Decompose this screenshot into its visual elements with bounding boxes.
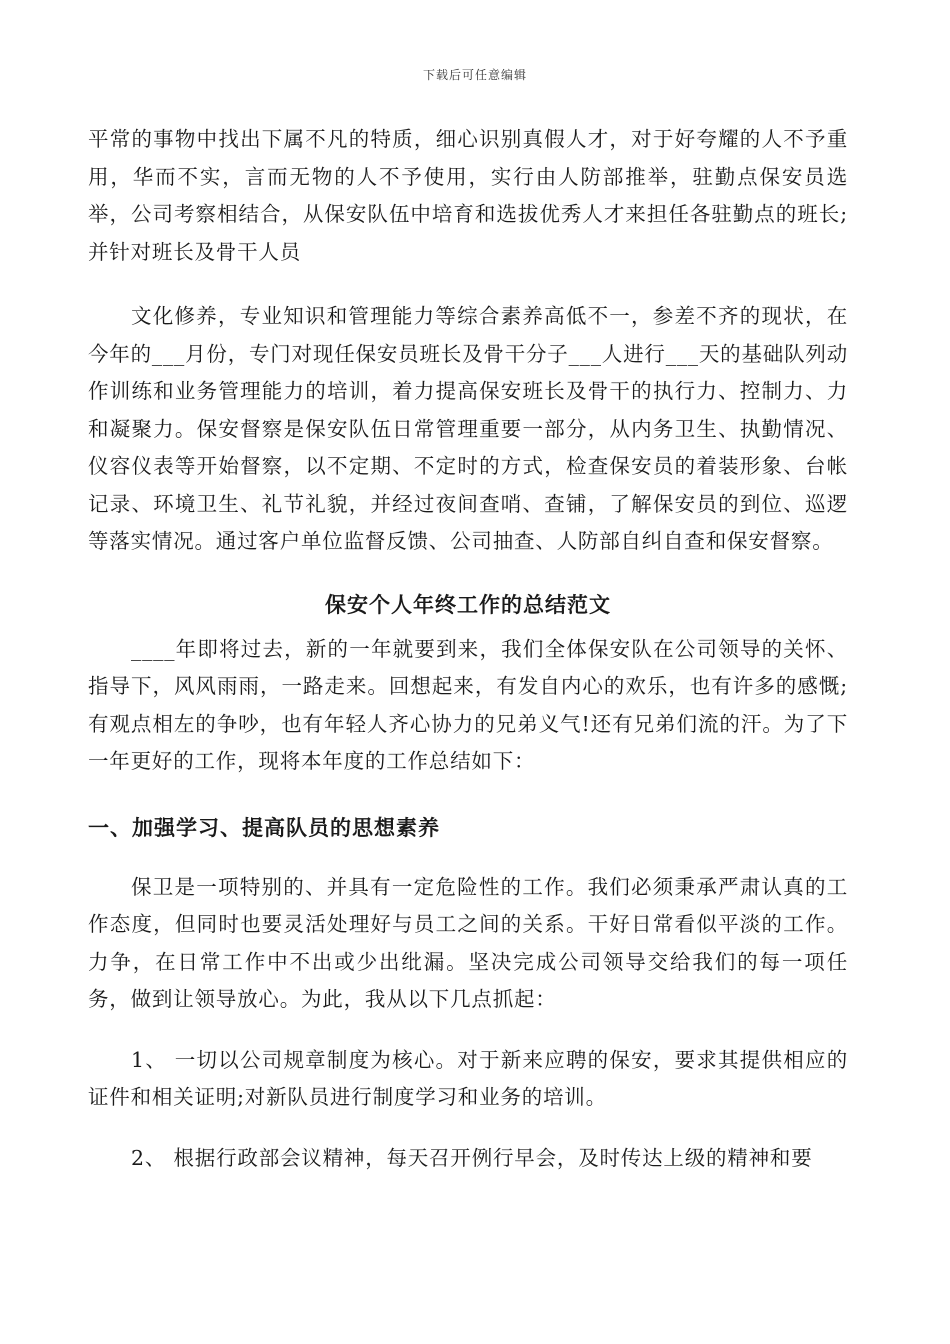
document-body <box>88 121 848 1177</box>
section-heading-1: 一、加强学习、提高队员的思想素养 <box>88 814 440 840</box>
list-item-1: 1、 一切以公司规章制度为核心。对于新来应聘的保安，要求其提供相应的证件和相关证明;对新队员进行制度学习和业务的培训。 <box>88 1047 848 1109</box>
paragraph-security-work: 保卫是一项特别的、并具有一定危险性的工作。我们必须秉承严肃认真的工作态度，但同时也要灵活处理好与员工之间的关系。干好日常看似平淡的工作。力争，在日常工作中不出或少出纰漏。坚决完成公司领导交给我们的每一项任务，做到让领导放心。为此，我从以下几点抓起： <box>88 874 848 1011</box>
page-header-note: 下载后可任意编辑 <box>422 68 527 82</box>
paragraph-training: 文化修养，专业知识和管理能力等综合素养高低不一，参差不齐的现状，在今年的___月份，专门对现任保安员班长及骨干分子___人进行___天的基础队列动作训练和业务管理能力的培训，着力提高保安班长及骨干的执行力、控制力、力和凝聚力。保安督察是保安队伍日常管理重要一部分，从内务卫生、执勤情况、仪容仪表等开始督察，以不定期、不定时的方式，检查保安员的着装形象、台帐记录、环境卫生、礼节礼貌，并经过夜间查哨、查铺，了解保安员的到位、巡逻等落实情况。通过客户单位监督反馈、公司抽查、人防部自纠自查和保安督察。 <box>88 304 848 553</box>
paragraph-intro: ____年即将过去，新的一年就要到来，我们全体保安队在公司领导的关怀、指导下，风风雨雨，一路走来。回想起来，有发自内心的欢乐，也有许多的感慨;有观点相左的争吵，也有年轻人齐心协力的兄弟义气!还有兄弟们流的汗。为了下一年更好的工作，现将本年度的工作总结如下： <box>88 636 848 773</box>
document-title: 保安个人年终工作的总结范文 <box>325 591 611 617</box>
list-item-2: 2、 根据行政部会议精神，每天召开例行早会，及时传达上级的精神和要 <box>131 1145 813 1170</box>
paragraph-continued: 平常的事物中找出下属不凡的特质，细心识别真假人才，对于好夸耀的人不予重用，华而不实，言而无物的人不予使用，实行由人防部推举，驻勤点保安员选举，公司考察相结合，从保安队伍中培育和选拔优秀人才来担任各驻勤点的班长;并针对班长及骨干人员 <box>88 127 848 264</box>
